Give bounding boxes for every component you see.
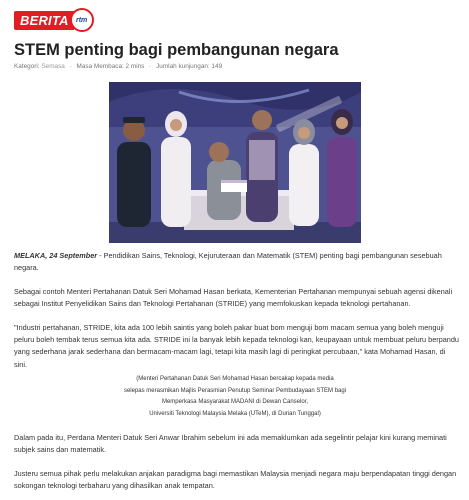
article-paragraph-4: Dalam pada itu, Perdana Menteri Datuk Seri Anwar Ibrahim sebelum ini ada memaklumkan ada segelintir pelajar kini kurang meminati subjek sains dan matematik. (14, 433, 447, 455)
caption-line: selepas merasmikan Majlis Perasmian Penutup Seminar Pembudayaan STEM bagi (123, 387, 347, 394)
article-paragraph-5: Justeru semua pihak perlu melakukan anjakan paradigma bagi memastikan Malaysia menjadi negara maju berpendapatan tinggi dengan sokongan teknologi terbaharu yang dihasilkan anak tempatan. (14, 469, 457, 491)
article-paragraph-lead (14, 250, 460, 274)
logo-berita-text: BERITA (14, 11, 74, 30)
rtm-badge-icon: rtm (70, 8, 94, 32)
article-title: STEM penting bagi pembangunan negara (14, 41, 339, 59)
meta-category-label: Kategori: (14, 63, 40, 70)
caption-line: Universiti Teknologi Malaysia Melaka (UTeM), di Durian Tunggal) (149, 411, 321, 418)
site-header (14, 8, 114, 34)
meta-separator: - (149, 63, 152, 70)
meta-separator: - (69, 63, 72, 70)
press-photo-illustration (109, 82, 361, 243)
article-paragraph-3: "Industri pertahanan, STRIDE, kita ada 100 lebih saintis yang boleh pakar buat bom menguji bom macam semua yang boleh menguji peluru boleh tembak terus semua kita ada. STRIDE ini la banyak lebih kepada teknologi kan, keupayaan untuk membuat peluru berpandu yang sederhana jarak sederhana dan bermacam-macam lagi, tetapi kita masih lagi di peringkat percubaan," kata Mohamad Hasan, di sini. (14, 323, 459, 369)
article-paragraph-2: Sebagai contoh Menteri Pertahanan Datuk Seri Mohamad Hasan berkata, Kementerian Pertahanan mempunyai sebuah agensi dikenali sebagai Institut Penyelidikan Sains dan Teknologi Pertahanan (STRIDE) yang memfokuskan kepada teknologi pertahanan. (14, 287, 453, 309)
photo-caption (60, 374, 410, 421)
berita-rtm-logo[interactable] (14, 8, 114, 32)
meta-category-link[interactable]: Semasa (41, 63, 65, 70)
meta-visits: Jumlah kunjungan: 149 (156, 63, 223, 70)
meta-read-time: Masa Membaca: 2 mins (76, 63, 145, 70)
article-photo (109, 82, 361, 243)
caption-line: (Menteri Pertahanan Datuk Seri Mohamad Hasan bercakap kepada media (136, 376, 334, 382)
article-dateline: MELAKA, 24 September (14, 251, 98, 260)
article-paragraph-1: - Pendidikan Sains, Teknologi, Kejuruteraan dan Matematik (STEM) penting bagi pembangunan sesebuah negara. (14, 251, 442, 273)
article-meta (14, 62, 454, 72)
caption-line: Memperkasa Masyarakat MADANI di Dewan Canselor, (161, 399, 309, 406)
